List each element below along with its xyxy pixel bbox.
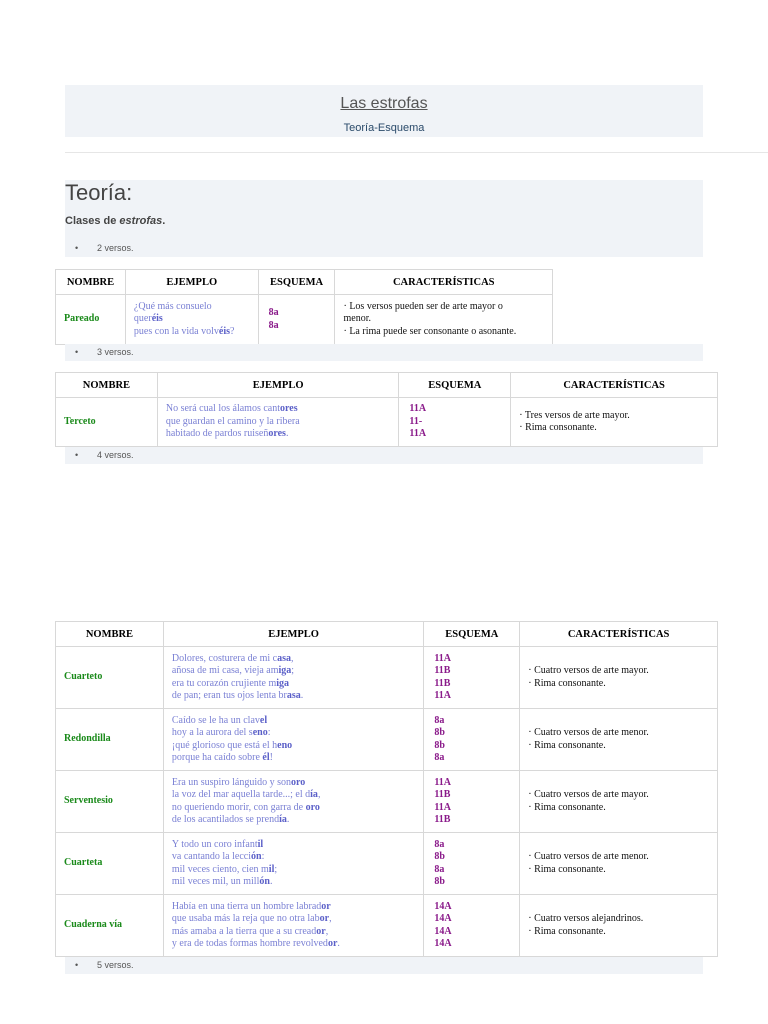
- esquema-cell: [424, 833, 520, 895]
- esquema-value: 11A: [434, 776, 452, 788]
- verse-line: [166, 428, 391, 440]
- caract-line: · Tres versos de arte mayor.: [519, 409, 630, 421]
- estrofa-name: Cuarteta: [56, 833, 164, 895]
- verse-segment: ,: [317, 789, 321, 801]
- esquema-value: 11A: [409, 428, 427, 440]
- esquema-value: 14A: [434, 925, 452, 937]
- verse-segment: ,: [329, 913, 332, 925]
- estrofa-name: Cuarteto: [56, 647, 164, 709]
- rhyme-segment: ía: [310, 789, 318, 801]
- bullet-dot: •: [75, 347, 79, 357]
- table-row: [56, 895, 718, 957]
- header-box: [65, 85, 703, 137]
- verse-line: [166, 403, 391, 415]
- rhyme-segment: iga: [276, 677, 290, 689]
- esquema-cell: [424, 771, 520, 833]
- esquema-cell: [399, 398, 511, 447]
- teoria-heading: Teoría:: [65, 180, 133, 205]
- verse-segment: que guardan el camino y la ribera: [165, 415, 300, 427]
- verse-line: [172, 901, 415, 913]
- rhyme-segment: or: [327, 937, 338, 949]
- verse-line: [172, 851, 415, 863]
- rhyme-segment: ón: [259, 875, 270, 887]
- verse-line: [172, 777, 415, 789]
- estrofa-name: Serventesio: [56, 771, 164, 833]
- caract-cell: [511, 398, 718, 447]
- page-title[interactable]: Las estrofas: [340, 95, 428, 112]
- verse-segment: ;: [291, 665, 295, 677]
- verse-segment: pues con la vida volv: [133, 325, 219, 337]
- bullet-text: 4 versos.: [97, 450, 134, 460]
- verse-line: [134, 301, 250, 313]
- verse-segment: hoy a la aurora del s: [171, 727, 253, 739]
- esquema-value: 11B: [434, 813, 451, 825]
- verse-line: [172, 839, 415, 851]
- ejemplo-cell: [157, 398, 399, 447]
- verse-line: [172, 802, 415, 814]
- esquema-value: 8a: [434, 838, 445, 850]
- col-caract: CARACTERÍSTICAS: [335, 270, 553, 295]
- caract-line: · Los versos pueden ser de arte mayor o: [343, 300, 503, 312]
- rhyme-segment: oro: [291, 776, 306, 788]
- verse-segment: No será cual los álamos cant: [165, 403, 280, 415]
- bullet-text: 2 versos.: [97, 243, 134, 253]
- verse-line: [172, 876, 415, 888]
- verse-segment: que usaba más la reja que no otra lab: [171, 913, 320, 925]
- verse-segment: no queriendo morir, con garra de: [171, 801, 306, 813]
- verse-segment: Caído se le ha un clav: [171, 714, 260, 726]
- verse-segment: añosa de mi casa, vieja am: [171, 665, 279, 677]
- verse-segment: Y todo un coro infant: [171, 838, 258, 850]
- verse-segment: mil veces ciento, cien m: [171, 863, 269, 875]
- ejemplo-cell: [125, 295, 258, 345]
- ejemplo-cell: [163, 895, 423, 957]
- estrofa-name: Terceto: [56, 398, 158, 447]
- esquema-value: 14A: [434, 900, 452, 912]
- col-esquema: ESQUEMA: [258, 270, 335, 295]
- col-nombre: NOMBRE: [56, 622, 164, 647]
- col-caract: CARACTERÍSTICAS: [520, 622, 718, 647]
- col-ejemplo: EJEMPLO: [163, 622, 423, 647]
- verse-segment: .: [285, 428, 289, 440]
- verse-line: [172, 752, 415, 764]
- ejemplo-cell: [163, 771, 423, 833]
- esquema-value: 11A: [434, 652, 452, 664]
- verse-segment: más amaba a la tierra que a su cread: [171, 925, 317, 937]
- verse-segment: ?: [230, 325, 235, 337]
- esquema-value: 11B: [434, 665, 451, 677]
- verse-segment: era tu corazón crujiente m: [171, 677, 277, 689]
- estrofa-name: Cuaderna vía: [56, 895, 164, 957]
- esquema-value: 8a: [434, 751, 445, 763]
- esquema-value: 11A: [434, 801, 452, 813]
- caract-line: · Rima consonante.: [528, 677, 606, 689]
- table-row: [56, 398, 718, 447]
- caract-line: · Cuatro versos de arte mayor.: [528, 665, 649, 677]
- verse-segment: ¡qué glorioso que está el h: [171, 739, 278, 751]
- caract-cell: [520, 771, 718, 833]
- rhyme-segment: iga: [278, 665, 292, 677]
- esquema-value: 8a: [268, 319, 279, 331]
- verse-segment: Dolores, costurera de mi c: [171, 652, 278, 664]
- verse-segment: !: [269, 751, 273, 763]
- verse-segment: .: [269, 875, 273, 887]
- caract-line: · Rima consonante.: [528, 863, 606, 875]
- esquema-cell: [424, 709, 520, 771]
- bullet-4-versos: [65, 447, 703, 464]
- caract-line: · Rima consonante.: [528, 925, 606, 937]
- verse-segment: quer: [133, 313, 152, 325]
- rhyme-segment: or: [319, 913, 330, 925]
- ejemplo-cell: [163, 833, 423, 895]
- caract-cell: [520, 833, 718, 895]
- verse-segment: la voz del mar aquella tarde...; el d: [171, 789, 311, 801]
- rhyme-segment: ores: [268, 428, 286, 440]
- verse-segment: ¿Qué más consuelo: [133, 300, 212, 312]
- col-caract: CARACTERÍSTICAS: [511, 373, 718, 398]
- rhyme-segment: él: [262, 751, 270, 763]
- rhyme-segment: éis: [151, 313, 163, 325]
- page-subtitle: Teoría-Esquema: [343, 122, 425, 134]
- table-4-versos: [55, 621, 718, 957]
- verse-line: [172, 938, 415, 950]
- bullet-text: 3 versos.: [97, 347, 134, 357]
- col-esquema: ESQUEMA: [424, 622, 520, 647]
- verse-line: [134, 326, 250, 338]
- rhyme-segment: eno: [277, 739, 293, 751]
- esquema-value: 11A: [409, 403, 427, 415]
- col-nombre: NOMBRE: [56, 373, 158, 398]
- verse-line: [166, 416, 391, 428]
- col-ejemplo: EJEMPLO: [157, 373, 399, 398]
- verse-line: [172, 864, 415, 876]
- verse-line: [172, 926, 415, 938]
- table-3-versos: [55, 372, 718, 447]
- caract-line: · Cuatro versos de arte mayor.: [528, 789, 649, 801]
- caract-cell: [335, 295, 553, 345]
- table-row: [56, 709, 718, 771]
- col-esquema: ESQUEMA: [399, 373, 511, 398]
- verse-segment: ,: [325, 925, 329, 937]
- esquema-value: 11B: [434, 677, 451, 689]
- caract-cell: [520, 895, 718, 957]
- bullet-dot: •: [75, 243, 79, 253]
- estrofa-name: Redondilla: [56, 709, 164, 771]
- esquema-value: 8b: [434, 727, 445, 739]
- esquema-cell: [258, 295, 335, 345]
- caract-cell: [520, 647, 718, 709]
- verse-segment: :: [267, 727, 271, 739]
- verse-line: [172, 740, 415, 752]
- rhyme-segment: or: [321, 900, 331, 912]
- esquema-value: 11B: [434, 789, 451, 801]
- verse-segment: :: [261, 851, 265, 863]
- rhyme-segment: eno: [252, 727, 268, 739]
- table-row: [56, 647, 718, 709]
- verse-segment: mil veces mil, un mill: [171, 875, 260, 887]
- verse-segment: ;: [274, 863, 278, 875]
- verse-segment: ,: [291, 652, 294, 664]
- ejemplo-cell: [163, 709, 423, 771]
- verse-line: [172, 678, 415, 690]
- verse-segment: de pan; eran tus ojos lenta br: [171, 689, 287, 701]
- bullet-text: 5 versos.: [97, 960, 134, 970]
- rhyme-segment: éis: [218, 325, 231, 337]
- rhyme-segment: ón: [251, 851, 262, 863]
- caract-line: · Cuatro versos de arte menor.: [528, 851, 649, 863]
- verse-line: [134, 313, 250, 325]
- esquema-value: 14A: [434, 913, 452, 925]
- verse-segment: y era de todas formas hombre revolved: [171, 937, 328, 949]
- table-2-versos: [55, 269, 553, 345]
- caract-line: · Cuatro versos alejandrinos.: [528, 913, 644, 925]
- esquema-cell: [424, 647, 520, 709]
- esquema-value: 8b: [434, 851, 445, 863]
- caract-line: · Rima consonante.: [528, 801, 606, 813]
- table-row: [56, 833, 718, 895]
- rhyme-segment: asa: [286, 689, 301, 701]
- estrofa-name: Pareado: [56, 295, 126, 345]
- esquema-value: 14A: [434, 937, 452, 949]
- verse-line: [172, 653, 415, 665]
- rhyme-segment: ía: [279, 813, 287, 825]
- table-row: [56, 295, 553, 345]
- rhyme-segment: or: [316, 925, 326, 937]
- verse-segment: de los acantilados se prend: [171, 813, 280, 825]
- verse-segment: Era un suspiro lánguido y son: [171, 776, 292, 788]
- caract-line: menor.: [343, 313, 371, 325]
- caract-line: · Rima consonante.: [519, 422, 597, 433]
- rhyme-segment: il: [268, 863, 275, 875]
- esquema-value: 8b: [434, 739, 445, 751]
- verse-line: [172, 814, 415, 826]
- verse-segment: Había en una tierra un hombre labrad: [171, 900, 322, 912]
- col-ejemplo: EJEMPLO: [125, 270, 258, 295]
- verse-line: [172, 789, 415, 801]
- bullet-3-versos: [65, 344, 703, 361]
- caract-line: · La rima puede ser consonante o asonante.: [343, 325, 517, 337]
- verse-segment: .: [286, 813, 290, 825]
- esquema-cell: [424, 895, 520, 957]
- verse-line: [172, 727, 415, 739]
- esquema-value: 8a: [434, 714, 445, 726]
- table-row: [56, 771, 718, 833]
- esquema-value: 8a: [268, 307, 279, 319]
- bullet-2-versos: [65, 240, 703, 257]
- verse-line: [172, 913, 415, 925]
- col-nombre: NOMBRE: [56, 270, 126, 295]
- verse-segment: porque ha caído sobre: [171, 751, 263, 763]
- rhyme-segment: ores: [280, 403, 298, 415]
- esquema-value: 11-: [409, 415, 423, 427]
- verse-line: [172, 665, 415, 677]
- bullet-dot: •: [75, 450, 79, 460]
- caract-line: · Cuatro versos de arte menor.: [528, 727, 649, 739]
- rhyme-segment: asa: [277, 652, 292, 664]
- verse-segment: .: [337, 937, 340, 949]
- ejemplo-cell: [163, 647, 423, 709]
- rhyme-segment: oro: [305, 801, 320, 813]
- bullet-dot: •: [75, 960, 79, 970]
- esquema-value: 11A: [434, 689, 452, 701]
- divider: [65, 152, 768, 153]
- verse-segment: habitado de pardos ruiseñ: [165, 428, 269, 440]
- esquema-value: 8b: [434, 875, 445, 887]
- verse-line: [172, 690, 415, 702]
- rhyme-segment: il: [257, 838, 264, 850]
- esquema-value: 8a: [434, 863, 445, 875]
- verse-segment: va cantando la lecci: [171, 851, 251, 863]
- verse-line: [172, 715, 415, 727]
- clases-heading: Clases de estrofas.: [65, 215, 166, 227]
- verse-segment: .: [300, 689, 304, 701]
- rhyme-segment: el: [259, 714, 268, 726]
- caract-cell: [520, 709, 718, 771]
- caract-line: · Rima consonante.: [528, 739, 606, 751]
- bullet-5-versos: [65, 957, 703, 974]
